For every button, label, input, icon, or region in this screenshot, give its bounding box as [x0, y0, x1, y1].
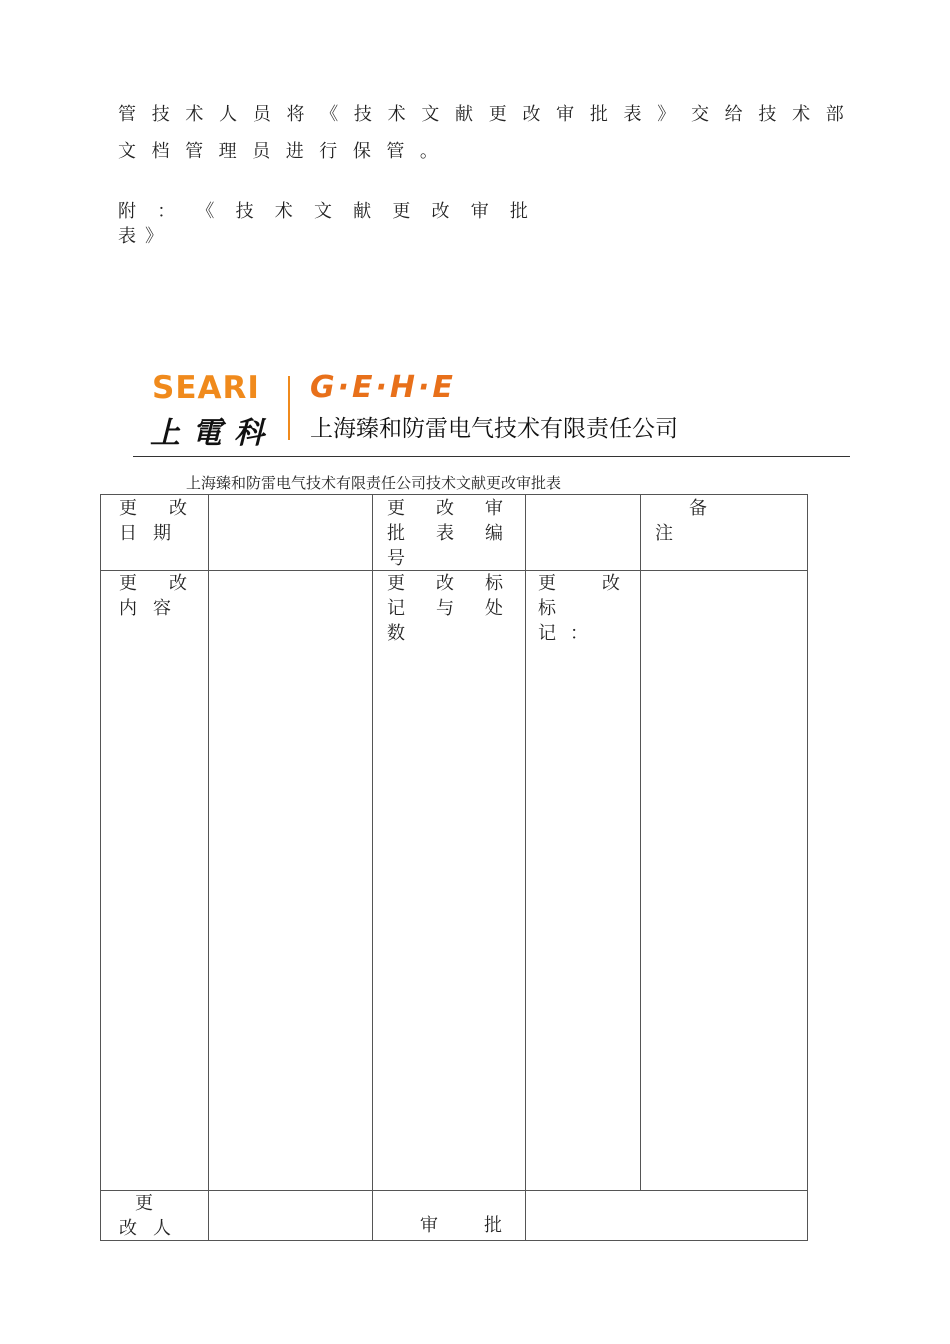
- char: 《: [196, 201, 215, 222]
- char: 文: [313, 201, 332, 222]
- form-title: 上海臻和防雷电气技术有限责任公司技术文献更改审批表: [186, 474, 562, 492]
- char: 将: [286, 104, 305, 125]
- char: 与: [436, 598, 454, 619]
- char: 部: [825, 104, 844, 125]
- seari-chinese-mark: 上電科: [150, 416, 276, 451]
- seari-logo-text: SEARI: [152, 370, 260, 406]
- char: 号: [387, 548, 405, 569]
- char: 注: [655, 523, 673, 544]
- char: 批: [509, 201, 528, 222]
- change-mark-count-field[interactable]: [644, 574, 804, 1186]
- char: 给: [724, 104, 743, 125]
- changed-by-label: [119, 1191, 179, 1241]
- change-content-field[interactable]: [212, 574, 368, 1186]
- char: 表: [118, 226, 136, 247]
- char: 技: [235, 201, 254, 222]
- header-rule: [133, 456, 850, 457]
- attachment-line-2: [118, 222, 163, 248]
- char: 人: [219, 104, 238, 125]
- char: 内: [119, 598, 137, 619]
- char: 术: [387, 104, 406, 125]
- table-border-top: [100, 494, 808, 495]
- char: ：: [157, 201, 176, 222]
- char: 技: [758, 104, 777, 125]
- char: 改: [436, 498, 454, 519]
- char: 术: [792, 104, 811, 125]
- char: 期: [153, 523, 171, 544]
- col-separator-1: [208, 494, 209, 1241]
- char: 改: [169, 498, 187, 519]
- col-separator-4: [640, 494, 641, 1191]
- instruction-line-1: [118, 100, 844, 126]
- char: 备: [689, 498, 707, 519]
- char: 文: [118, 141, 136, 162]
- char: 附: [118, 201, 136, 222]
- char: 更: [387, 573, 405, 594]
- char: 批: [484, 1215, 502, 1236]
- char: 审: [485, 498, 503, 519]
- char: 处: [485, 598, 503, 619]
- change-mark-label: [538, 571, 620, 646]
- company-name: 上海臻和防雷电气技术有限责任公司: [310, 416, 678, 442]
- char: 。: [419, 141, 438, 162]
- char: 改: [169, 573, 187, 594]
- approval-form-number-label: [387, 496, 503, 571]
- char: 编: [485, 523, 503, 544]
- char: 更: [119, 498, 137, 519]
- instruction-line-2: [118, 137, 438, 163]
- table-border-left: [100, 494, 101, 1241]
- char: 审: [470, 201, 489, 222]
- char: 献: [455, 104, 474, 125]
- approval-label: [420, 1213, 502, 1238]
- char: 更: [119, 573, 137, 594]
- table-border-bottom: [100, 1240, 808, 1241]
- char: 保: [352, 141, 371, 162]
- char: 更: [392, 201, 411, 222]
- col-separator-3: [525, 494, 526, 1241]
- col-separator-2: [372, 494, 373, 1241]
- char: 容: [153, 598, 171, 619]
- char: 改: [431, 201, 450, 222]
- change-date-label: [119, 496, 187, 546]
- char: 改: [522, 104, 541, 125]
- char: 进: [285, 141, 304, 162]
- changed-by-field[interactable]: [212, 1194, 368, 1236]
- char: 》: [145, 226, 163, 247]
- approval-form-number-field[interactable]: [530, 498, 636, 568]
- char: 理: [218, 141, 237, 162]
- char: 技: [353, 104, 372, 125]
- char: 改: [602, 573, 620, 594]
- char: 交: [690, 104, 709, 125]
- char: 改: [119, 1218, 137, 1239]
- company-logo-banner: [148, 370, 743, 451]
- logo-divider: [288, 376, 290, 440]
- char: 员: [252, 141, 271, 162]
- char: 》: [657, 104, 676, 125]
- char: 管: [386, 141, 405, 162]
- change-date-field[interactable]: [212, 498, 368, 568]
- change-mark-count-label: [387, 571, 503, 646]
- char: 更: [488, 104, 507, 125]
- char: 《: [320, 104, 339, 125]
- char: 数: [387, 623, 405, 644]
- attachment-line-1: [118, 197, 528, 223]
- char: 更: [538, 573, 556, 594]
- row-separator-2: [100, 1190, 808, 1191]
- remarks-label: [655, 496, 715, 546]
- char: 员: [252, 104, 271, 125]
- char: 术: [274, 201, 293, 222]
- char: 标: [485, 573, 503, 594]
- char: 改: [436, 573, 454, 594]
- char: 标: [538, 598, 556, 619]
- char: 表: [436, 523, 454, 544]
- approval-field[interactable]: [530, 1194, 804, 1236]
- char: 行: [319, 141, 338, 162]
- char: 管: [118, 104, 136, 125]
- char: 审: [556, 104, 575, 125]
- char: 表: [623, 104, 642, 125]
- char: 文: [421, 104, 440, 125]
- char: 人: [153, 1218, 171, 1239]
- char: 审: [420, 1215, 438, 1236]
- char: 管: [185, 141, 204, 162]
- char: 档: [151, 141, 170, 162]
- char: 批: [589, 104, 608, 125]
- change-content-label: [119, 571, 187, 621]
- char: 技: [151, 104, 170, 125]
- char: 更: [135, 1193, 153, 1214]
- char: ：: [570, 623, 588, 644]
- gehe-logo-text: G·E·H·E: [310, 370, 456, 405]
- char: 更: [387, 498, 405, 519]
- char: 日: [119, 523, 137, 544]
- char: 记: [538, 623, 556, 644]
- char: 术: [185, 104, 204, 125]
- char: 献: [353, 201, 372, 222]
- char: 批: [387, 523, 405, 544]
- char: 记: [387, 598, 405, 619]
- table-border-right: [807, 494, 808, 1241]
